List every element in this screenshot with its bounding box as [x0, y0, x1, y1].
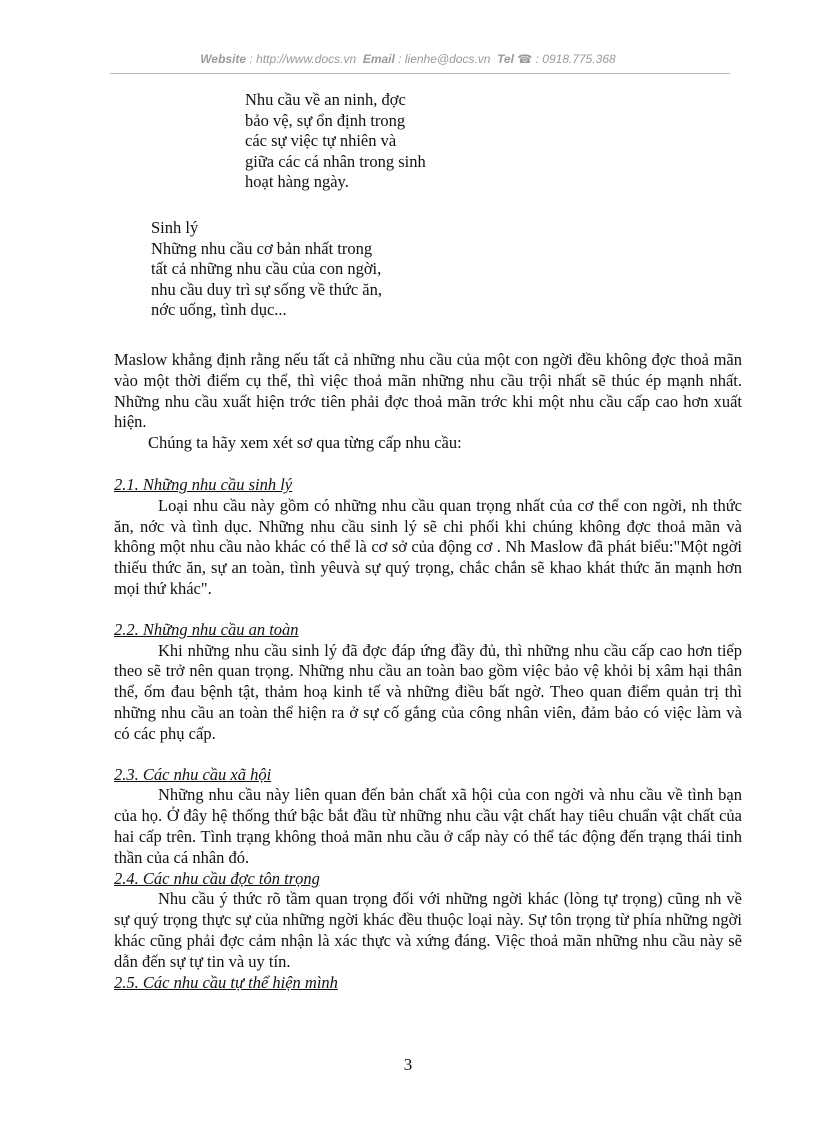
- email-label: Email: [362, 52, 395, 66]
- intro-lead: Chúng ta hãy xem xét sơ qua từng cấp nhu cầu:: [148, 433, 462, 453]
- box-line: Những nhu cầu cơ bản nhất trong: [151, 238, 373, 258]
- website-label: Website: [200, 52, 247, 66]
- tel-value: ☎ : 0918.775.368: [517, 52, 616, 66]
- security-needs-box: [245, 90, 426, 193]
- box-line: giữa các cá nhân trong sinh: [245, 151, 426, 171]
- email-value: : lienhe@docs.vn: [398, 52, 491, 66]
- main-text: [114, 350, 742, 993]
- section-heading-2-4: 2.4. Các nhu cầu đợc tôn trọng: [114, 868, 320, 888]
- section-text-2-1: Loại nhu cầu này gồm có những nhu cầu quan trọng nhất của cơ thể con ngời, nh thức ăn, nớc và tình dục. Những nhu cầu sinh lý sẽ chi phối khi chúng không đợc thoả mãn và không một nhu cầu nào khác có thể là cơ sở của động cơ . Nh Maslow đã phát biểu:"Một ngời thiếu thức ăn, sự an toàn, tình yêuvà sự quý trọng, chắc chắn sẽ khao khát thức ăn mạnh hơn mọi thứ khác".: [114, 495, 742, 598]
- website-value: : http://www.docs.vn: [249, 52, 357, 66]
- intro-paragraph: Maslow khẳng định rằng nếu tất cả những nhu cầu của một con ngời đều không đợc thoả mãn vào một thời điểm cụ thể, thì việc thoả mãn những nhu cầu trội nhất sẽ thúc ép mạnh nhất. Những nhu cầu xuất hiện trớc tiên phải đợc thoả mãn trớc khi một nhu cầu cấp cao hơn xuất hiện.: [114, 350, 742, 432]
- section-heading-2-3: 2.3. Các nhu cầu xã hội: [114, 764, 272, 784]
- section-heading-2-5: 2.5. Các nhu cầu tự thể hiện mình: [114, 972, 338, 992]
- page-number: 3: [403, 1055, 413, 1074]
- section-heading-2-2: 2.2. Những nhu cầu an toàn: [114, 619, 299, 639]
- box-line: các sự việc tự nhiên và: [245, 131, 397, 150]
- section-text-2-2: Khi những nhu cầu sinh lý đã đợc đáp ứng đầy đủ, thì những nhu cầu cấp cao hơn tiếp theo sẽ trở nên quan trọng. Những nhu cầu an toàn bao gồm việc bảo vệ khỏi bị xâm hại thân thể, ốm đau bệnh tật, thảm hoạ kinh tế và những điều bất ngờ. Theo quan điểm quản trị thì những nhu cầu an toàn thể hiện ra ở sự cố gắng của công nhân viên, đảm bảo có việc làm và có các phụ cấp.: [114, 640, 742, 743]
- box-line: nớc uống, tình dục...: [151, 300, 287, 319]
- box-line: nhu cầu duy trì sự sống về thức ăn,: [151, 279, 382, 299]
- section-text-2-4: Nhu cầu ý thức rõ tầm quan trọng đối với những ngời khác (lòng tự trọng) cũng nh về sự quý trọng thực sự của những ngời khác đều thuộc loại này. Sự tôn trọng từ phía những ngời khác cũng phải đợc cảm nhận là xác thực và xứng đáng. Việc thoả mãn những nhu cầu này sẽ dẫn đến sự tự tin và uy tín.: [114, 889, 742, 971]
- box-line: Nhu cầu về an ninh, đợc: [245, 90, 406, 109]
- box-line: hoạt hàng ngày.: [245, 172, 349, 191]
- header-divider: [110, 73, 730, 74]
- physiological-needs-box: [151, 218, 382, 321]
- box-line: tất cả những nhu cầu của con ngời,: [151, 259, 382, 278]
- page-header: [0, 52, 816, 66]
- box-line: bảo vệ, sự ổn định trong: [245, 110, 406, 130]
- tel-label: Tel: [497, 52, 514, 66]
- section-text-2-3: Những nhu cầu này liên quan đến bản chất xã hội của con ngời và nhu cầu về tình bạn của họ. Ở đây hệ thống thứ bậc bắt đầu từ những nhu cầu vật chất hay tiêu chuẩn vật chất của hai cấp trên. Tình trạng không thoả mãn nhu cầu ở cấp này có thể tác động đến trạng thái tinh thần của cá nhân đó.: [114, 785, 742, 867]
- section-heading-2-1: 2.1. Những nhu cầu sinh lý: [114, 474, 293, 494]
- box-line: Sinh lý: [151, 218, 199, 237]
